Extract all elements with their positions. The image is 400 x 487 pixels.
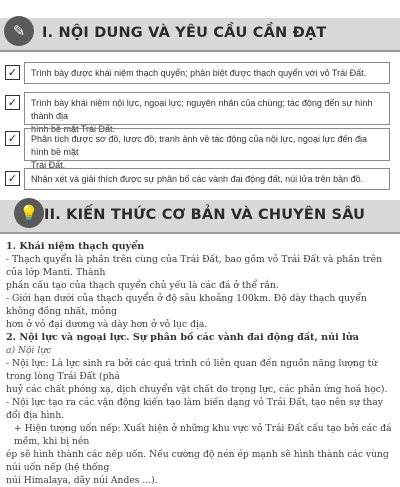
paragraph-line: + Hiện tượng uốn nếp: Xuất hiện ở những khu vực vỏ Trái Đất cấu tạo bởi các đá mềm, khi bị nén <box>14 423 392 447</box>
checkbox-icon: ✓ <box>5 171 20 186</box>
paragraph-line: - Nội lực tạo ra các vận động kiến tạo làm biến dạng vỏ Trái Đất, tạo nên sự thay đổi địa hình. <box>6 397 383 421</box>
paragraph-line: phần cấu tạo của thạch quyển chủ yếu là các đá ở thể rắn. <box>6 280 279 291</box>
objective-text-box <box>24 92 390 134</box>
paragraph-line: ép sẽ hình thành các nếp uốn. Nếu cường độ nén ép mạnh sẽ hình thành các vùng núi uốn nếp (hệ thống <box>6 449 389 473</box>
objective-text: hình bề mặt Trái Đất. <box>31 124 116 134</box>
objective-text-box <box>24 168 390 190</box>
objective-text: Trình bày được khái niệm thạch quyển; phân biệt được thạch quyển với vỏ Trái Đất. <box>31 68 367 78</box>
paragraph-line: núi Himalaya, dãy núi Andes ...). <box>6 475 158 486</box>
objective-text: Nhận xét và giải thích được sự phân bố các vành đai động đất, núi lửa trên bản đồ. <box>31 174 364 184</box>
objective-text: Phân tích được sơ đồ, lược đồ, tranh ảnh về tác động của nội lực, ngoại lực đến địa hình bề mặt <box>31 134 367 157</box>
paragraph-line: hơn ở vỏ đại dương và dày hơn ở vỏ lục địa. <box>6 319 208 330</box>
paragraph-line: huỷ các chất phóng xạ, dịch chuyển vật chất do trọng lực, các phản ứng hoá học). <box>6 384 388 395</box>
section-title: I. NỘI DUNG VÀ YÊU CẦU CẦN ĐẠT <box>42 25 327 41</box>
sub-heading: a) Nội lực <box>6 345 52 356</box>
objective-text: Trái Đất. <box>31 160 66 170</box>
paragraph-line: - Giới hạn dưới của thạch quyển ở độ sâu khoảng 100km. Độ dày thạch quyển không đồng nhất, mỏng <box>6 293 367 317</box>
checkbox-icon: ✓ <box>5 131 20 146</box>
subsection-heading: 2. Nội lực và ngoại lực. Sự phân bố các vành đai động đất, núi lửa <box>6 332 359 343</box>
edit-icon: ✎ <box>4 16 34 46</box>
subsection-heading: 1. Khái niệm thạch quyển <box>6 241 145 252</box>
content-body <box>6 240 396 487</box>
section-title: II. KIẾN THỨC CƠ BẢN VÀ CHUYÊN SÂU <box>44 207 366 223</box>
paragraph-line: - Nội lực: Là lực sinh ra bởi các quá trình có liên quan đến nguồn năng lượng từ trong lòng Trái Đất (phá <box>6 358 378 382</box>
checkbox-icon: ✓ <box>5 65 20 80</box>
paragraph-line: - Thạch quyển là phần trên cùng của Trái Đất, bao gồm vỏ Trái Đất và phần trên của lớp Manti. Thành <box>6 254 383 278</box>
objective-text-box <box>24 128 390 170</box>
objective-text: Trình bày khái niệm nội lực, ngoại lực; nguyên nhân của chúng; tác động đến sự hình thành địa <box>31 98 373 121</box>
objective-text-box <box>24 62 390 84</box>
lightbulb-icon: 💡 <box>14 198 44 228</box>
checkbox-icon: ✓ <box>5 95 20 110</box>
